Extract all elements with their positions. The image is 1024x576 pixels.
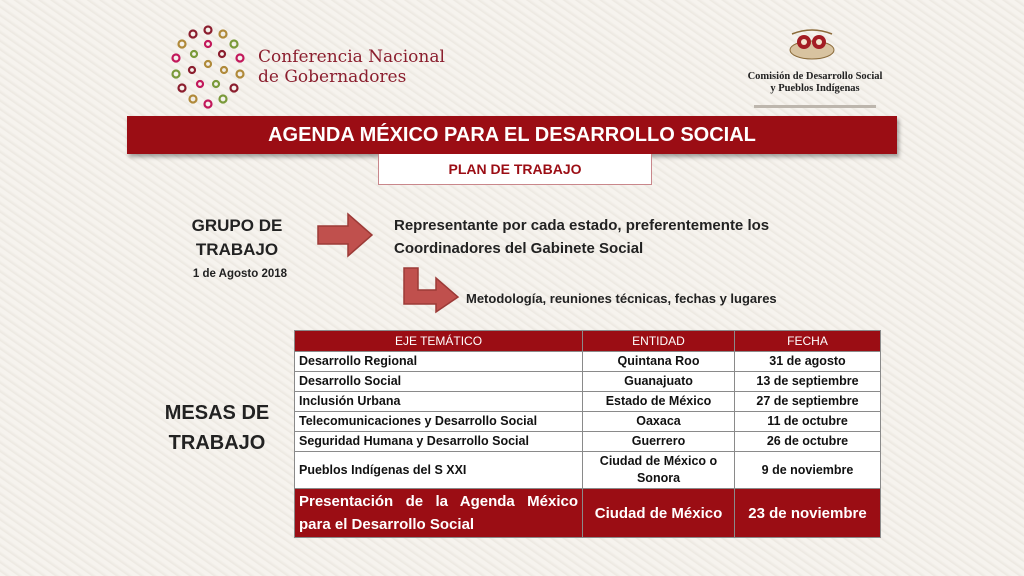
entidad-cell: Guanajuato bbox=[583, 372, 735, 392]
page-subtitle: PLAN DE TRABAJO bbox=[378, 154, 652, 185]
eje-cell: Inclusión Urbana bbox=[295, 392, 583, 412]
grupo-date: 1 de Agosto 2018 bbox=[192, 268, 288, 280]
page-title: AGENDA MÉXICO PARA EL DESARROLLO SOCIAL bbox=[127, 116, 897, 154]
mesas-title-line1: MESAS DE bbox=[164, 402, 270, 424]
grupo-title-line2: TRABAJO bbox=[195, 240, 279, 259]
cds-org-line1: Comisión de Desarrollo Social bbox=[747, 71, 883, 82]
grupo-title bbox=[172, 214, 302, 262]
table-row bbox=[295, 352, 881, 372]
table-header-row bbox=[295, 331, 881, 352]
cng-org-name bbox=[258, 47, 445, 87]
header-eje: EJE TEMÁTICO bbox=[295, 331, 583, 352]
eje-cell: Pueblos Indígenas del S XXI bbox=[295, 452, 583, 489]
fecha-cell: 13 de septiembre bbox=[735, 372, 881, 392]
cng-org-line2: de Gobernadores bbox=[258, 67, 407, 87]
eje-cell: Seguridad Humana y Desarrollo Social bbox=[295, 432, 583, 452]
entidad-cell: Ciudad de México o Sonora bbox=[583, 452, 735, 489]
entidad-cell: Guerrero bbox=[583, 432, 735, 452]
header-fecha: FECHA bbox=[735, 331, 881, 352]
mesas-title bbox=[152, 398, 282, 458]
representante-line2: Coordinadores del Gabinete Social bbox=[394, 240, 644, 257]
right-arrow-icon bbox=[316, 212, 374, 258]
fecha-cell: 23 de noviembre bbox=[735, 489, 881, 538]
cng-flower-logo bbox=[168, 24, 248, 110]
cng-org-line1: Conferencia Nacional bbox=[258, 47, 445, 67]
eje-cell: Desarrollo Social bbox=[295, 372, 583, 392]
agenda-table bbox=[294, 330, 881, 538]
entidad-cell: Quintana Roo bbox=[583, 352, 735, 372]
grupo-title-line1: GRUPO DE bbox=[191, 216, 283, 235]
eje-cell: Desarrollo Regional bbox=[295, 352, 583, 372]
entidad-cell: Oaxaca bbox=[583, 412, 735, 432]
representante-line1: Representante por cada estado, preferentemente los bbox=[394, 217, 770, 234]
table-row bbox=[295, 432, 881, 452]
table-row bbox=[295, 452, 881, 489]
fecha-cell: 26 de octubre bbox=[735, 432, 881, 452]
mesas-title-line2: TRABAJO bbox=[168, 432, 266, 454]
header-entidad: ENTIDAD bbox=[583, 331, 735, 352]
cds-emblem-logo bbox=[788, 28, 836, 62]
bent-arrow-icon bbox=[402, 266, 460, 314]
table-row-highlight bbox=[295, 489, 881, 538]
fecha-cell: 27 de septiembre bbox=[735, 392, 881, 412]
fecha-cell: 11 de octubre bbox=[735, 412, 881, 432]
table-row bbox=[295, 412, 881, 432]
header-divider bbox=[754, 105, 876, 108]
eje-cell: Presentación de la Agenda México para el Desarrollo Social bbox=[295, 489, 583, 538]
metodologia-text: Metodología, reuniones técnicas, fechas y lugares bbox=[466, 291, 777, 306]
entidad-cell: Estado de México bbox=[583, 392, 735, 412]
entidad-cell: Ciudad de México bbox=[583, 489, 735, 538]
cds-org-line2: y Pueblos Indígenas bbox=[770, 83, 860, 94]
cds-org-name bbox=[735, 71, 895, 95]
eje-cell: Telecomunicaciones y Desarrollo Social bbox=[295, 412, 583, 432]
table-row bbox=[295, 372, 881, 392]
fecha-cell: 31 de agosto bbox=[735, 352, 881, 372]
fecha-cell: 9 de noviembre bbox=[735, 452, 881, 489]
table-row bbox=[295, 392, 881, 412]
representante-text bbox=[394, 214, 834, 260]
